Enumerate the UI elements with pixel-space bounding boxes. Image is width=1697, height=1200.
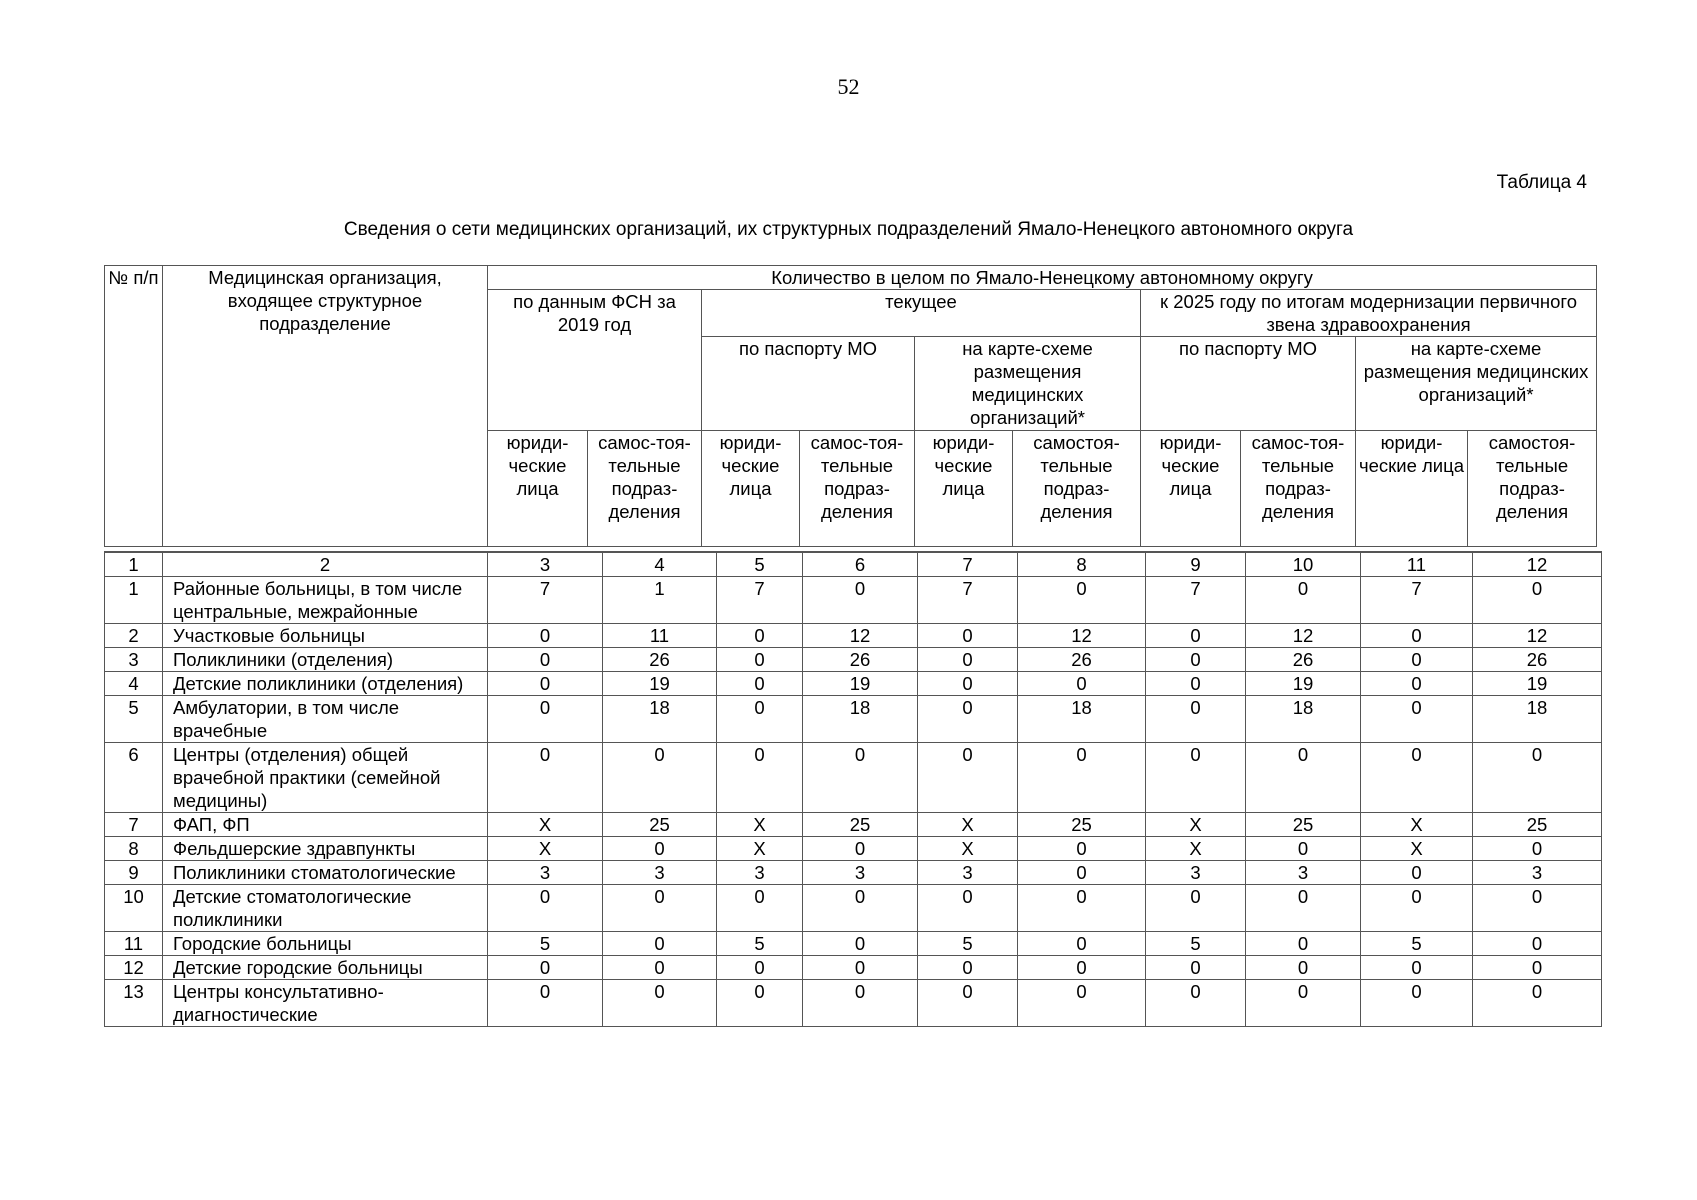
row-value: 0 bbox=[918, 980, 1018, 1027]
table-row bbox=[105, 577, 1602, 624]
row-number: 10 bbox=[105, 885, 163, 932]
row-number: 1 bbox=[105, 577, 163, 624]
row-value: 0 bbox=[603, 743, 717, 813]
row-value: Х bbox=[488, 813, 603, 837]
row-value: 0 bbox=[803, 980, 918, 1027]
row-value: 0 bbox=[1146, 696, 1246, 743]
row-value: 3 bbox=[488, 861, 603, 885]
row-value: 7 bbox=[717, 577, 803, 624]
row-name: Поликлиники стоматологические bbox=[163, 861, 488, 885]
row-value: 0 bbox=[717, 956, 803, 980]
row-value: 0 bbox=[488, 956, 603, 980]
table-label: Таблица 4 bbox=[1496, 172, 1587, 193]
header-legal: юриди-ческие лица bbox=[1356, 431, 1468, 547]
table-row bbox=[105, 813, 1602, 837]
row-value: 0 bbox=[803, 743, 918, 813]
header-current: текущее bbox=[702, 290, 1141, 337]
row-value: 0 bbox=[918, 672, 1018, 696]
row-value: 0 bbox=[717, 672, 803, 696]
row-value: 0 bbox=[1146, 648, 1246, 672]
row-value: 0 bbox=[1473, 932, 1602, 956]
row-value: 0 bbox=[717, 696, 803, 743]
row-name: Детские поликлиники (отделения) bbox=[163, 672, 488, 696]
column-index: 8 bbox=[1018, 552, 1146, 577]
header-2025: к 2025 году по итогам модернизации первичного звена здравоохранения bbox=[1141, 290, 1597, 337]
row-value: 0 bbox=[1018, 956, 1146, 980]
column-index: 10 bbox=[1246, 552, 1361, 577]
row-value: 0 bbox=[1018, 837, 1146, 861]
row-value: 0 bbox=[803, 885, 918, 932]
row-value: 26 bbox=[803, 648, 918, 672]
row-value: 0 bbox=[488, 743, 603, 813]
row-value: 0 bbox=[918, 624, 1018, 648]
row-value: 25 bbox=[603, 813, 717, 837]
header-current-map: на карте-схеме размещения медицинских организаций* bbox=[915, 337, 1141, 431]
row-value: Х bbox=[717, 813, 803, 837]
row-value: Х bbox=[918, 837, 1018, 861]
page-number: 52 bbox=[837, 74, 860, 99]
row-value: 0 bbox=[1361, 648, 1473, 672]
row-value: 0 bbox=[1246, 743, 1361, 813]
table-row bbox=[105, 932, 1602, 956]
row-name: Детские стоматологические поликлиники bbox=[163, 885, 488, 932]
table-row bbox=[105, 648, 1602, 672]
header-indep: самос-тоя-тельные подраз-деления bbox=[588, 431, 702, 547]
header-num: № п/п bbox=[105, 266, 163, 547]
row-value: 12 bbox=[1018, 624, 1146, 648]
header-indep: самос-тоя-тельные подраз-деления bbox=[800, 431, 915, 547]
row-value: 0 bbox=[717, 743, 803, 813]
row-number: 4 bbox=[105, 672, 163, 696]
header-indep: самостоя-тельные подраз-деления bbox=[1468, 431, 1597, 547]
row-value: 25 bbox=[1018, 813, 1146, 837]
table-row bbox=[105, 885, 1602, 932]
row-value: 0 bbox=[1361, 885, 1473, 932]
row-value: 0 bbox=[918, 648, 1018, 672]
header-indep: самос-тоя-тельные подраз-деления bbox=[1241, 431, 1356, 547]
row-value: 0 bbox=[1018, 672, 1146, 696]
row-value: 19 bbox=[1473, 672, 1602, 696]
column-index: 1 bbox=[105, 552, 163, 577]
row-value: 0 bbox=[1146, 980, 1246, 1027]
header-legal: юриди-ческие лица bbox=[702, 431, 800, 547]
row-value: 3 bbox=[918, 861, 1018, 885]
row-value: 3 bbox=[1246, 861, 1361, 885]
row-value: 0 bbox=[803, 837, 918, 861]
table-row bbox=[105, 861, 1602, 885]
row-value: 0 bbox=[1018, 885, 1146, 932]
row-value: 0 bbox=[1246, 885, 1361, 932]
header-org: Медицинская организация, входящее структурное подразделение bbox=[163, 266, 488, 547]
row-name: Городские больницы bbox=[163, 932, 488, 956]
row-value: 0 bbox=[1361, 980, 1473, 1027]
column-index: 5 bbox=[717, 552, 803, 577]
row-number: 5 bbox=[105, 696, 163, 743]
row-value: 3 bbox=[603, 861, 717, 885]
row-value: 0 bbox=[717, 648, 803, 672]
row-value: 5 bbox=[488, 932, 603, 956]
row-value: 0 bbox=[1246, 956, 1361, 980]
row-value: 0 bbox=[1018, 861, 1146, 885]
row-value: 3 bbox=[1473, 861, 1602, 885]
row-value: 19 bbox=[803, 672, 918, 696]
row-value: 5 bbox=[1361, 932, 1473, 956]
row-name: Участковые больницы bbox=[163, 624, 488, 648]
table-body bbox=[104, 551, 1602, 1027]
row-value: 0 bbox=[1246, 577, 1361, 624]
row-value: 0 bbox=[603, 980, 717, 1027]
row-value: 0 bbox=[1018, 932, 1146, 956]
row-value: 19 bbox=[1246, 672, 1361, 696]
row-value: 3 bbox=[803, 861, 918, 885]
row-value: 0 bbox=[603, 885, 717, 932]
row-value: 0 bbox=[1361, 696, 1473, 743]
row-value: 0 bbox=[1361, 956, 1473, 980]
row-value: 1 bbox=[603, 577, 717, 624]
row-value: Х bbox=[1361, 813, 1473, 837]
column-index: 3 bbox=[488, 552, 603, 577]
column-index: 4 bbox=[603, 552, 717, 577]
row-value: 0 bbox=[1361, 861, 1473, 885]
row-value: 12 bbox=[1473, 624, 1602, 648]
table-row bbox=[105, 672, 1602, 696]
row-value: 0 bbox=[1473, 577, 1602, 624]
row-value: Х bbox=[1146, 837, 1246, 861]
table-row bbox=[105, 956, 1602, 980]
row-value: 25 bbox=[1473, 813, 1602, 837]
row-value: 0 bbox=[1146, 885, 1246, 932]
row-value: 0 bbox=[1146, 624, 1246, 648]
row-value: 26 bbox=[1018, 648, 1146, 672]
row-name: ФАП, ФП bbox=[163, 813, 488, 837]
row-number: 13 bbox=[105, 980, 163, 1027]
row-number: 9 bbox=[105, 861, 163, 885]
row-value: 7 bbox=[1361, 577, 1473, 624]
row-number: 12 bbox=[105, 956, 163, 980]
row-value: 0 bbox=[488, 885, 603, 932]
row-value: 5 bbox=[717, 932, 803, 956]
row-value: 0 bbox=[803, 577, 918, 624]
row-value: 19 bbox=[603, 672, 717, 696]
row-value: 0 bbox=[1361, 624, 1473, 648]
row-value: 25 bbox=[803, 813, 918, 837]
row-value: 0 bbox=[603, 837, 717, 861]
row-value: 0 bbox=[1146, 956, 1246, 980]
row-name: Районные больницы, в том числе центральные, межрайонные bbox=[163, 577, 488, 624]
row-value: Х bbox=[1361, 837, 1473, 861]
row-value: 18 bbox=[803, 696, 918, 743]
row-value: 0 bbox=[1146, 672, 1246, 696]
column-index: 9 bbox=[1146, 552, 1246, 577]
row-number: 11 bbox=[105, 932, 163, 956]
row-number: 7 bbox=[105, 813, 163, 837]
row-value: 0 bbox=[717, 980, 803, 1027]
row-value: 7 bbox=[488, 577, 603, 624]
table-row bbox=[105, 980, 1602, 1027]
row-value: 7 bbox=[918, 577, 1018, 624]
row-value: 0 bbox=[1473, 837, 1602, 861]
table-row bbox=[105, 624, 1602, 648]
table-row bbox=[105, 696, 1602, 743]
row-value: 0 bbox=[1246, 980, 1361, 1027]
row-value: 0 bbox=[1246, 837, 1361, 861]
row-value: 0 bbox=[603, 956, 717, 980]
header-fsn: по данным ФСН за 2019 год bbox=[488, 290, 702, 431]
row-name: Амбулатории, в том числе врачебные bbox=[163, 696, 488, 743]
row-number: 3 bbox=[105, 648, 163, 672]
row-value: 0 bbox=[918, 956, 1018, 980]
row-value: 0 bbox=[1361, 672, 1473, 696]
row-value: 26 bbox=[1473, 648, 1602, 672]
row-value: 26 bbox=[603, 648, 717, 672]
row-value: 5 bbox=[918, 932, 1018, 956]
row-name: Поликлиники (отделения) bbox=[163, 648, 488, 672]
row-value: 0 bbox=[1473, 980, 1602, 1027]
row-value: Х bbox=[488, 837, 603, 861]
row-number: 8 bbox=[105, 837, 163, 861]
row-value: 11 bbox=[603, 624, 717, 648]
header-legal: юриди-ческие лица bbox=[915, 431, 1013, 547]
header-legal: юриди-ческие лица bbox=[1141, 431, 1241, 547]
row-value: 18 bbox=[1018, 696, 1146, 743]
row-value: 0 bbox=[918, 696, 1018, 743]
row-value: 0 bbox=[603, 932, 717, 956]
row-value: 0 bbox=[1246, 932, 1361, 956]
row-value: 0 bbox=[1018, 743, 1146, 813]
row-value: 12 bbox=[803, 624, 918, 648]
row-value: 0 bbox=[1473, 743, 1602, 813]
row-value: 0 bbox=[1018, 980, 1146, 1027]
row-value: 0 bbox=[803, 956, 918, 980]
header-total: Количество в целом по Ямало-Ненецкому автономному округу bbox=[488, 266, 1597, 290]
row-value: 0 bbox=[1018, 577, 1146, 624]
header-2025-map: на карте-схеме размещения медицинских организаций* bbox=[1356, 337, 1597, 431]
header-2025-passport: по паспорту МО bbox=[1141, 337, 1356, 431]
row-value: 0 bbox=[1473, 885, 1602, 932]
header-indep: самостоя-тельные подраз-деления bbox=[1013, 431, 1141, 547]
row-value: 0 bbox=[717, 885, 803, 932]
row-value: 25 bbox=[1246, 813, 1361, 837]
row-number: 2 bbox=[105, 624, 163, 648]
row-value: 3 bbox=[1146, 861, 1246, 885]
column-index-row bbox=[105, 552, 1602, 577]
row-name: Детские городские больницы bbox=[163, 956, 488, 980]
row-value: 0 bbox=[1473, 956, 1602, 980]
row-value: 18 bbox=[1473, 696, 1602, 743]
row-value: 0 bbox=[488, 672, 603, 696]
row-name: Центры консультативно-диагностические bbox=[163, 980, 488, 1027]
column-index: 7 bbox=[918, 552, 1018, 577]
row-value: 12 bbox=[1246, 624, 1361, 648]
row-number: 6 bbox=[105, 743, 163, 813]
row-value: Х bbox=[717, 837, 803, 861]
row-value: 3 bbox=[717, 861, 803, 885]
row-value: 0 bbox=[488, 696, 603, 743]
table-header bbox=[104, 265, 1597, 547]
row-value: 0 bbox=[918, 885, 1018, 932]
column-index: 2 bbox=[163, 552, 488, 577]
row-value: 5 bbox=[1146, 932, 1246, 956]
row-value: 0 bbox=[803, 932, 918, 956]
header-legal: юриди-ческие лица bbox=[488, 431, 588, 547]
header-current-passport: по паспорту МО bbox=[702, 337, 915, 431]
row-value: 18 bbox=[1246, 696, 1361, 743]
row-value: 0 bbox=[488, 624, 603, 648]
table-caption: Сведения о сети медицинских организаций, их структурных подразделений Ямало-Ненецкого автономного округа bbox=[343, 219, 1354, 240]
table-row bbox=[105, 743, 1602, 813]
row-value: 0 bbox=[1361, 743, 1473, 813]
column-index: 11 bbox=[1361, 552, 1473, 577]
row-name: Центры (отделения) общей врачебной практики (семейной медицины) bbox=[163, 743, 488, 813]
row-value: 7 bbox=[1146, 577, 1246, 624]
row-value: 0 bbox=[488, 980, 603, 1027]
row-value: 18 bbox=[603, 696, 717, 743]
row-value: 0 bbox=[1146, 743, 1246, 813]
row-value: 0 bbox=[717, 624, 803, 648]
table-row bbox=[105, 837, 1602, 861]
row-name: Фельдшерские здравпункты bbox=[163, 837, 488, 861]
row-value: Х bbox=[918, 813, 1018, 837]
column-index: 12 bbox=[1473, 552, 1602, 577]
row-value: 0 bbox=[488, 648, 603, 672]
row-value: 0 bbox=[918, 743, 1018, 813]
column-index: 6 bbox=[803, 552, 918, 577]
row-value: Х bbox=[1146, 813, 1246, 837]
row-value: 26 bbox=[1246, 648, 1361, 672]
